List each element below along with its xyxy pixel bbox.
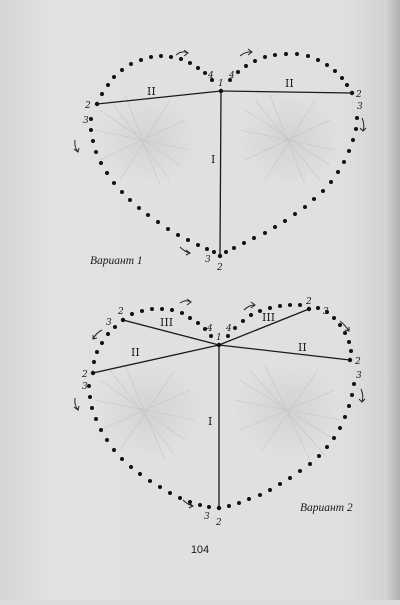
v2-num-3-left: 3 (82, 382, 88, 392)
variant-2-caption: Вариант 2 (300, 502, 353, 514)
v1-num-4-a: 4 (208, 71, 214, 81)
arrow-icon (180, 299, 191, 305)
v1-label-II-right: II (285, 77, 294, 90)
v1-num-3-left: 3 (83, 116, 89, 126)
arrow-icon (176, 50, 188, 56)
v2-num-2-topleft: 2 (118, 307, 124, 317)
v2-num-2-bottom: 2 (216, 518, 222, 528)
arrow-icon (240, 49, 252, 56)
variant-1-faint-pattern (95, 95, 342, 185)
v1-line-I (220, 91, 221, 256)
arrow-icon (180, 247, 190, 255)
v1-label-I: I (211, 153, 216, 166)
v1-num-4-b: 4 (229, 71, 235, 81)
v2-label-II-right: II (298, 341, 307, 354)
v2-num-3-topleft: 3 (106, 318, 112, 328)
variant-1-diagram (74, 49, 366, 273)
page-number: 104 (190, 544, 210, 556)
variant-1-caption: Вариант 1 (90, 255, 143, 267)
v2-num-3-bottom: 3 (204, 512, 210, 522)
v2-label-II-left: II (131, 346, 140, 359)
v2-num-2-left: 2 (82, 370, 88, 380)
v1-num-1: 1 (218, 79, 224, 89)
v2-label-I: I (208, 415, 213, 428)
v2-label-III-left: III (160, 316, 174, 329)
v1-num-3-right: 3 (357, 102, 363, 112)
v2-num-2-right: 2 (355, 357, 361, 367)
arrow-icon (244, 302, 255, 310)
arrow-icon (93, 330, 102, 339)
arrow-icon (74, 140, 79, 152)
v1-num-3-bottom: 3 (205, 255, 211, 265)
v2-num-4-a: 4 (207, 324, 213, 334)
page-edge-shadow (386, 0, 400, 600)
v1-num-2-right: 2 (356, 90, 362, 100)
v2-num-4-b: 4 (226, 324, 232, 334)
variant-2-diagram (74, 297, 365, 528)
v2-label-III-right: III (262, 311, 276, 324)
arrow-icon (74, 398, 79, 410)
v1-num-2-bottom: 2 (217, 263, 223, 273)
v2-line-II-right (219, 345, 350, 360)
v2-num-3-topright: 3 (323, 307, 329, 317)
arrow-icon (360, 118, 366, 131)
v2-num-1: 1 (216, 333, 222, 343)
v1-num-2-left: 2 (85, 101, 91, 111)
v2-num-2-topright: 2 (306, 297, 312, 307)
v1-label-II-left: II (147, 85, 156, 98)
v1-line-II-right (221, 91, 352, 93)
arrow-icon (359, 389, 365, 402)
v2-num-3-right: 3 (356, 371, 362, 381)
